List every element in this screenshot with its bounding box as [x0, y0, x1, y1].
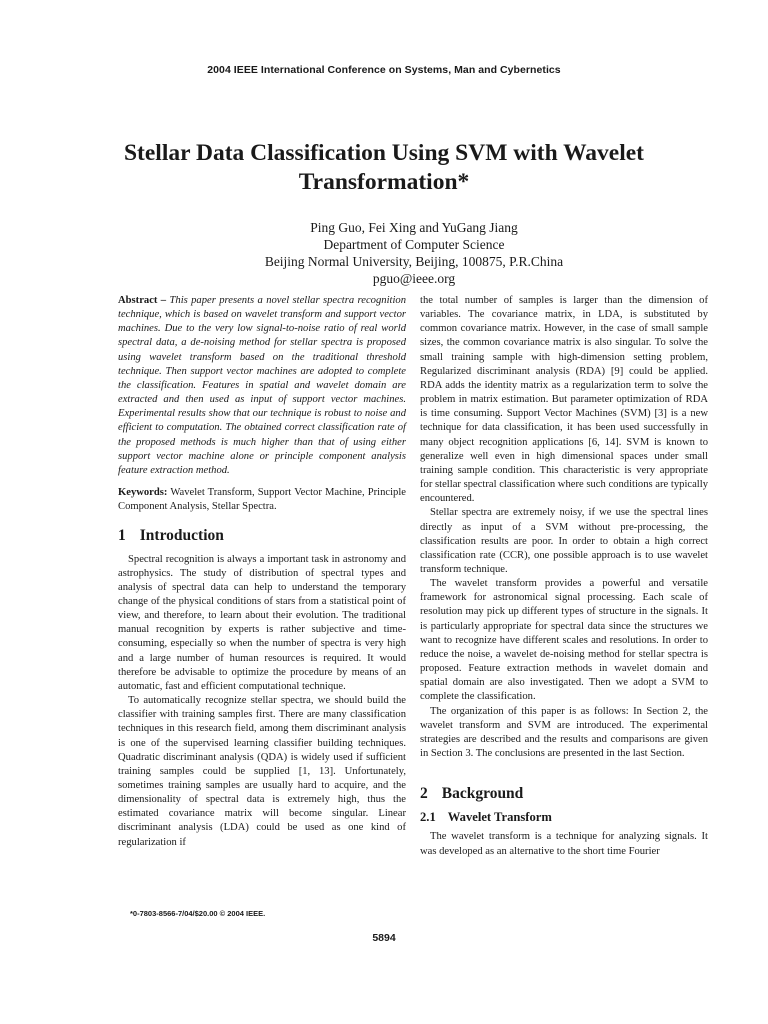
subsection-heading-wavelet [420, 810, 708, 824]
abstract-text: This paper presents a novel stellar spectra recognition technique, which is based on wavelet transform and support vector machines. Due to the very low signal-to-noise ratio of real world spectral data, a de-noising method for stellar spectra is proposed using wavelet transform based on the traditional threshold technique. Then support vector machines are adopted to complete the classification. Features in spatial and wavelet domain are extracted and then used as input of support vector machines. Experimental results show that our technique is robust to noise and efficient to computation. The obtained correct classification rate of the proposed methods is much higher than that of using either support vector machine alone or principle component analysis feature extraction method. [118, 295, 406, 476]
section-number: 2 [420, 785, 428, 803]
abstract-label: Abstract – [118, 295, 167, 306]
body-paragraph-3: The wavelet transform provides a powerful and versatile framework for astronomical signal processing. Each scale of resolution may pick up different types of structure in the signals. It is particularly appropriate for spectral data since the structures we want to recognize have different scales and resolutions. In order to reduce the noise, a wavelet de-noising method for stellar spectra is proposed. Feature extraction methods in wavelet domain and spatial domain are also investigated. Then we adopt a SVM to complete the classification. [420, 578, 708, 703]
subsection-title: Wavelet Transform [447, 810, 552, 825]
body-paragraph-2: Stellar spectra are extremely noisy, if we use the spectral lines directly as input of a SVM without pre-processing, the classification results are poor. In order to obtain a high correct classification rate (CCR), one possible approach is to use wavelet transform technique. [420, 507, 708, 575]
section-title: Introduction [139, 527, 224, 545]
section-heading-introduction [118, 529, 406, 543]
section-heading-background [420, 787, 708, 801]
keywords-paragraph [118, 486, 406, 514]
wavelet-paragraph: The wavelet transform is a technique for analyzing signals. It was developed as an alternative to the short time Fourier [420, 831, 708, 857]
subsection-number: 2.1 [420, 810, 436, 825]
intro-paragraph-1: Spectral recognition is always a important task in astronomy and astrophysics. The study of distribution of spectral types and analysis of spectral data can help to understand the temporary change of the physical conditions of stars from a statistical point of view, and therefore, to learn about their evolution. The traditional manual recognition by experts is rather subjective and time-consuming, especially so when the number of spectra is very high and a large number of human resources is required. It would therefore be advisable to optimize the procedure by means of an automatic, fast and efficient computational technique. [118, 553, 406, 692]
paper-title: Stellar Data Classification Using SVM with Wavelet Transformation* [123, 140, 645, 195]
copyright-footnote: *0-7803-8566-7/04/$20.00 © 2004 IEEE. [130, 909, 266, 918]
section-title: Background [441, 785, 524, 803]
body-paragraph-1: the total number of samples is larger than the dimension of variables. The covariance matrix, in LDA, is substituted by common covariance matrix. However, in the case of small sample sizes, the common covariance matrix is also singular. To solve the small training sample with high-dimension setting problem, Regularized discriminant analysis (RDA) [9] could be applied. RDA adds the identity matrix as a regularization term to solve the problem in matrix estimation. But parameter optimization of RDA is time consuming. Support Vector Machines (SVM) [3] is a new technique for data classification, it has been used successfully in many object recognition applications [6, 14]. SVM is known to generalize well even in high dimensional spaces under small training sample condition. This characteristic is very appropriate for stellar spectral classification where such conditions are typically encountered. [420, 295, 708, 505]
conference-header: 2004 IEEE International Conference on Systems, Man and Cybernetics [207, 64, 561, 76]
author-names: Ping Guo, Fei Xing and YuGang Jiang [310, 220, 518, 235]
right-column [420, 294, 708, 859]
keywords-text: Wavelet Transform, Support Vector Machine, Principle Component Analysis, Stellar Spectra. [118, 487, 406, 513]
abstract-paragraph [118, 294, 406, 478]
page-number: 5894 [372, 932, 396, 944]
keywords-label: Keywords: [118, 487, 168, 499]
section-number: 1 [118, 527, 126, 545]
left-column [118, 294, 406, 850]
body-paragraph-4: The organization of this paper is as follows: In Section 2, the wavelet transform and SVM are introduced. The experimental strategies are described and the results and comparisons are given in Section 3. The conclusions are presented in the last Section. [420, 705, 708, 759]
author-block [0, 219, 768, 287]
author-university: Beijing Normal University, Beijing, 100875, P.R.China [264, 254, 564, 269]
author-department: Department of Computer Science [323, 237, 505, 252]
author-email[interactable]: pguo@ieee.org [372, 271, 456, 286]
intro-paragraph-2: To automatically recognize stellar spectra, we should build the classifier with training samples first. There are many classification techniques in this research field, among them discriminant analysis is one of the supervised learning classifier building techniques. Quadratic discriminant analysis (QDA) is widely used if sufficient training samples could be supplied [1, 13]. Unfortunately, sometimes training samples are usually hard to acquire, and the dimensionality of spectral data is extremely high, thus the estimated covariance matrix will become singular. Linear discriminant analysis (LDA) could be used as one kind of regularization if [118, 695, 406, 848]
